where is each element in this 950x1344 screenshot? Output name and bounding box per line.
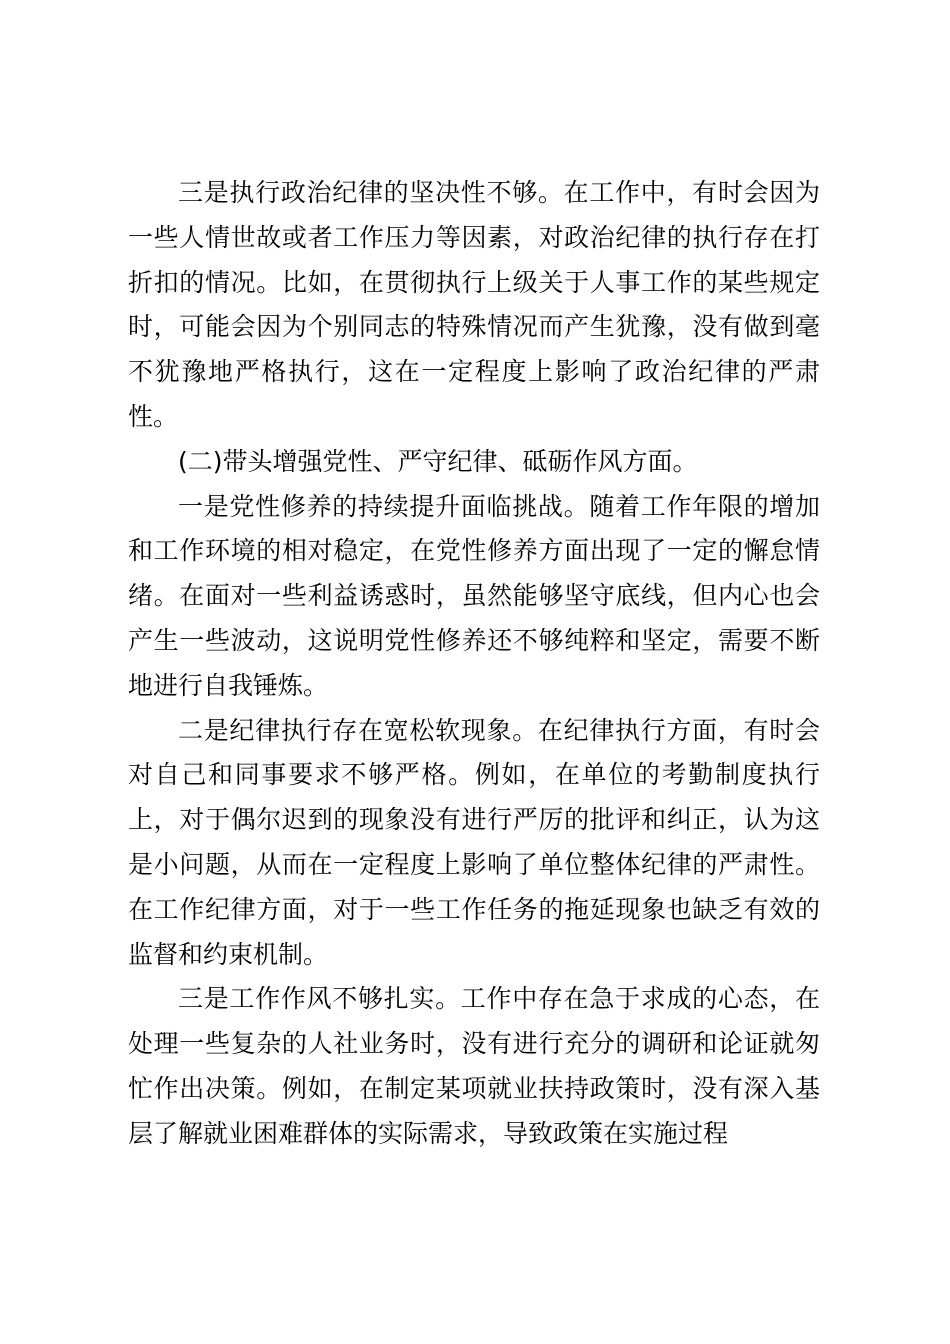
paragraph-party-spirit: 一是党性修养的持续提升面临挑战。随着工作年限的增加和工作环境的相对稳定，在党性修养方面出现了一定的懈怠情绪。在面对一些利益诱惑时，虽然能够坚守底线，但内心也会产生一些波动，这说明党性修养还不够纯粹和坚定，需要不断地进行自我锤炼。: [128, 491, 820, 700]
paragraph-political-discipline: 三是执行政治纪律的坚决性不够。在工作中，有时会因为一些人情世故或者工作压力等因素，对政治纪律的执行存在打折扣的情况。比如，在贯彻执行上级关于人事工作的某些规定时，可能会因为个别同志的特殊情况而产生犹豫，没有做到毫不犹豫地严格执行，这在一定程度上影响了政治纪律的严肃性。: [128, 178, 820, 431]
paragraph-work-style: 三是工作作风不够扎实。工作中存在急于求成的心态，在处理一些复杂的人社业务时，没有进行充分的调研和论证就匆忙作出决策。例如，在制定某项就业扶持政策时，没有深入基层了解就业困难群体的实际需求，导致政策在实施过程: [128, 984, 820, 1148]
paragraph-discipline-enforcement: 二是纪律执行存在宽松软现象。在纪律执行方面，有时会对自己和同事要求不够严格。例如，在单位的考勤制度执行上，对于偶尔迟到的现象没有进行严厉的批评和纠正，认为这是小问题，从而在一定程度上影响了单位整体纪律的严肃性。在工作纪律方面，对于一些工作任务的拖延现象也缺乏有效的监督和约束机制。: [128, 715, 820, 969]
section-heading: (二)带头增强党性、严守纪律、砥砺作风方面。: [178, 446, 698, 476]
document-body: [128, 171, 820, 1157]
